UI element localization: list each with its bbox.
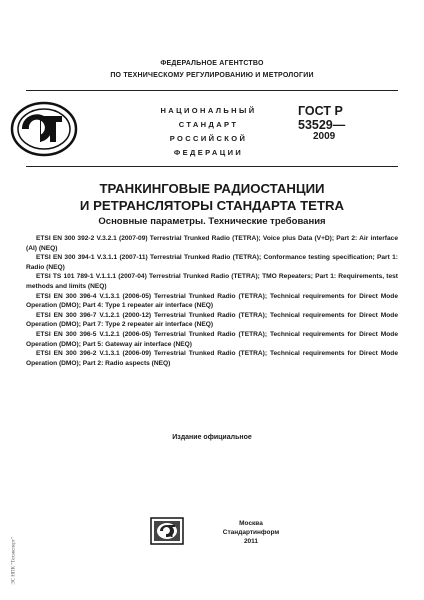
publisher-block xyxy=(196,519,306,546)
publisher-logo-icon xyxy=(150,517,184,545)
title-divider xyxy=(26,166,398,167)
gost-label: ГОСТ Р xyxy=(298,104,343,118)
publisher-year: 2011 xyxy=(243,538,259,545)
gost-number: 53529— xyxy=(298,118,346,132)
gost-designation xyxy=(298,104,345,132)
reference-item: ETSI EN 300 392-2 V.3.2.1 (2007-09) Terrestrial Trunked Radio (TETRA); Voice plus Data (V+D); Part 2: Air interface (AI) (NEQ) xyxy=(26,235,398,252)
standard-line: ФЕДЕРАЦИИ xyxy=(173,148,244,157)
reference-item: ETSI TS 101 789-1 V.1.1.1 (2007-04) Terrestrial Trunked Radio (TETRA); TMO Repeaters; Part 1: Requirements, test methods and limits (NEQ) xyxy=(26,273,398,290)
national-standard-heading xyxy=(136,104,281,160)
standard-line: СТАНДАРТ xyxy=(178,120,239,129)
reference-item: ETSI EN 300 396-4 V.1.3.1 (2006-05) Terrestrial Trunked Radio (TETRA); Technical requirements for Direct Mode Operation (DMO); Part 4: Type 1 repeater air interface (NEQ) xyxy=(26,292,398,310)
document-subtitle: Основные параметры. Технические требования xyxy=(98,216,326,227)
edition-label: Издание официальное xyxy=(172,434,252,441)
publisher-name: Стандартинформ xyxy=(222,529,280,536)
reference-list xyxy=(26,234,398,368)
header-divider xyxy=(26,90,398,91)
reference-item: ETSI EN 300 396-2 V.1.3.1 (2006-09) Terrestrial Trunked Radio (TETRA); Technical requirements for Direct Mode Operation (DMO); Part 2: Radio aspects (NEQ) xyxy=(26,350,398,367)
gost-year: 2009 xyxy=(313,131,336,142)
reference-item: ETSI EN 300 396-7 V.1.2.1 (2000-12) Terrestrial Trunked Radio (TETRA); Technical requirements for Direct Mode Operation (DMO); Part 7: Type 2 repeater air interface (NEQ) xyxy=(26,311,398,329)
standard-line: РОССИЙСКОЙ xyxy=(169,134,248,143)
publisher-city: Москва xyxy=(239,520,263,527)
document-title-line2: И РЕТРАНСЛЯТОРЫ СТАНДАРТА TETRA xyxy=(79,198,345,213)
standard-line: НАЦИОНАЛЬНЫЙ xyxy=(160,106,257,115)
agency-name-line1: ФЕДЕРАЛЬНОЕ АГЕНТСТВО xyxy=(160,60,264,67)
agency-name-line2: ПО ТЕХНИЧЕСКОМУ РЕГУЛИРОВАНИЮ И МЕТРОЛОГИИ xyxy=(110,72,314,79)
gost-r-emblem-icon xyxy=(10,101,78,157)
side-watermark-text: ЭС НПК "Техэксперт" xyxy=(11,537,17,585)
side-watermark xyxy=(10,520,18,590)
reference-item: ETSI EN 300 396-5 V.1.2.1 (2006-05) Terrestrial Trunked Radio (TETRA); Technical requirements for Direct Mode Operation (DMO); Part 5: Gateway air interface (NEQ) xyxy=(26,330,398,348)
reference-item: ETSI EN 300 394-1 V.3.1.1 (2007-11) Terrestrial Trunked Radio (TETRA); Conformance testing specification; Part 1: Radio (NEQ) xyxy=(26,254,398,271)
document-title-line1: ТРАНКИНГОВЫЕ РАДИОСТАНЦИИ xyxy=(99,181,325,196)
